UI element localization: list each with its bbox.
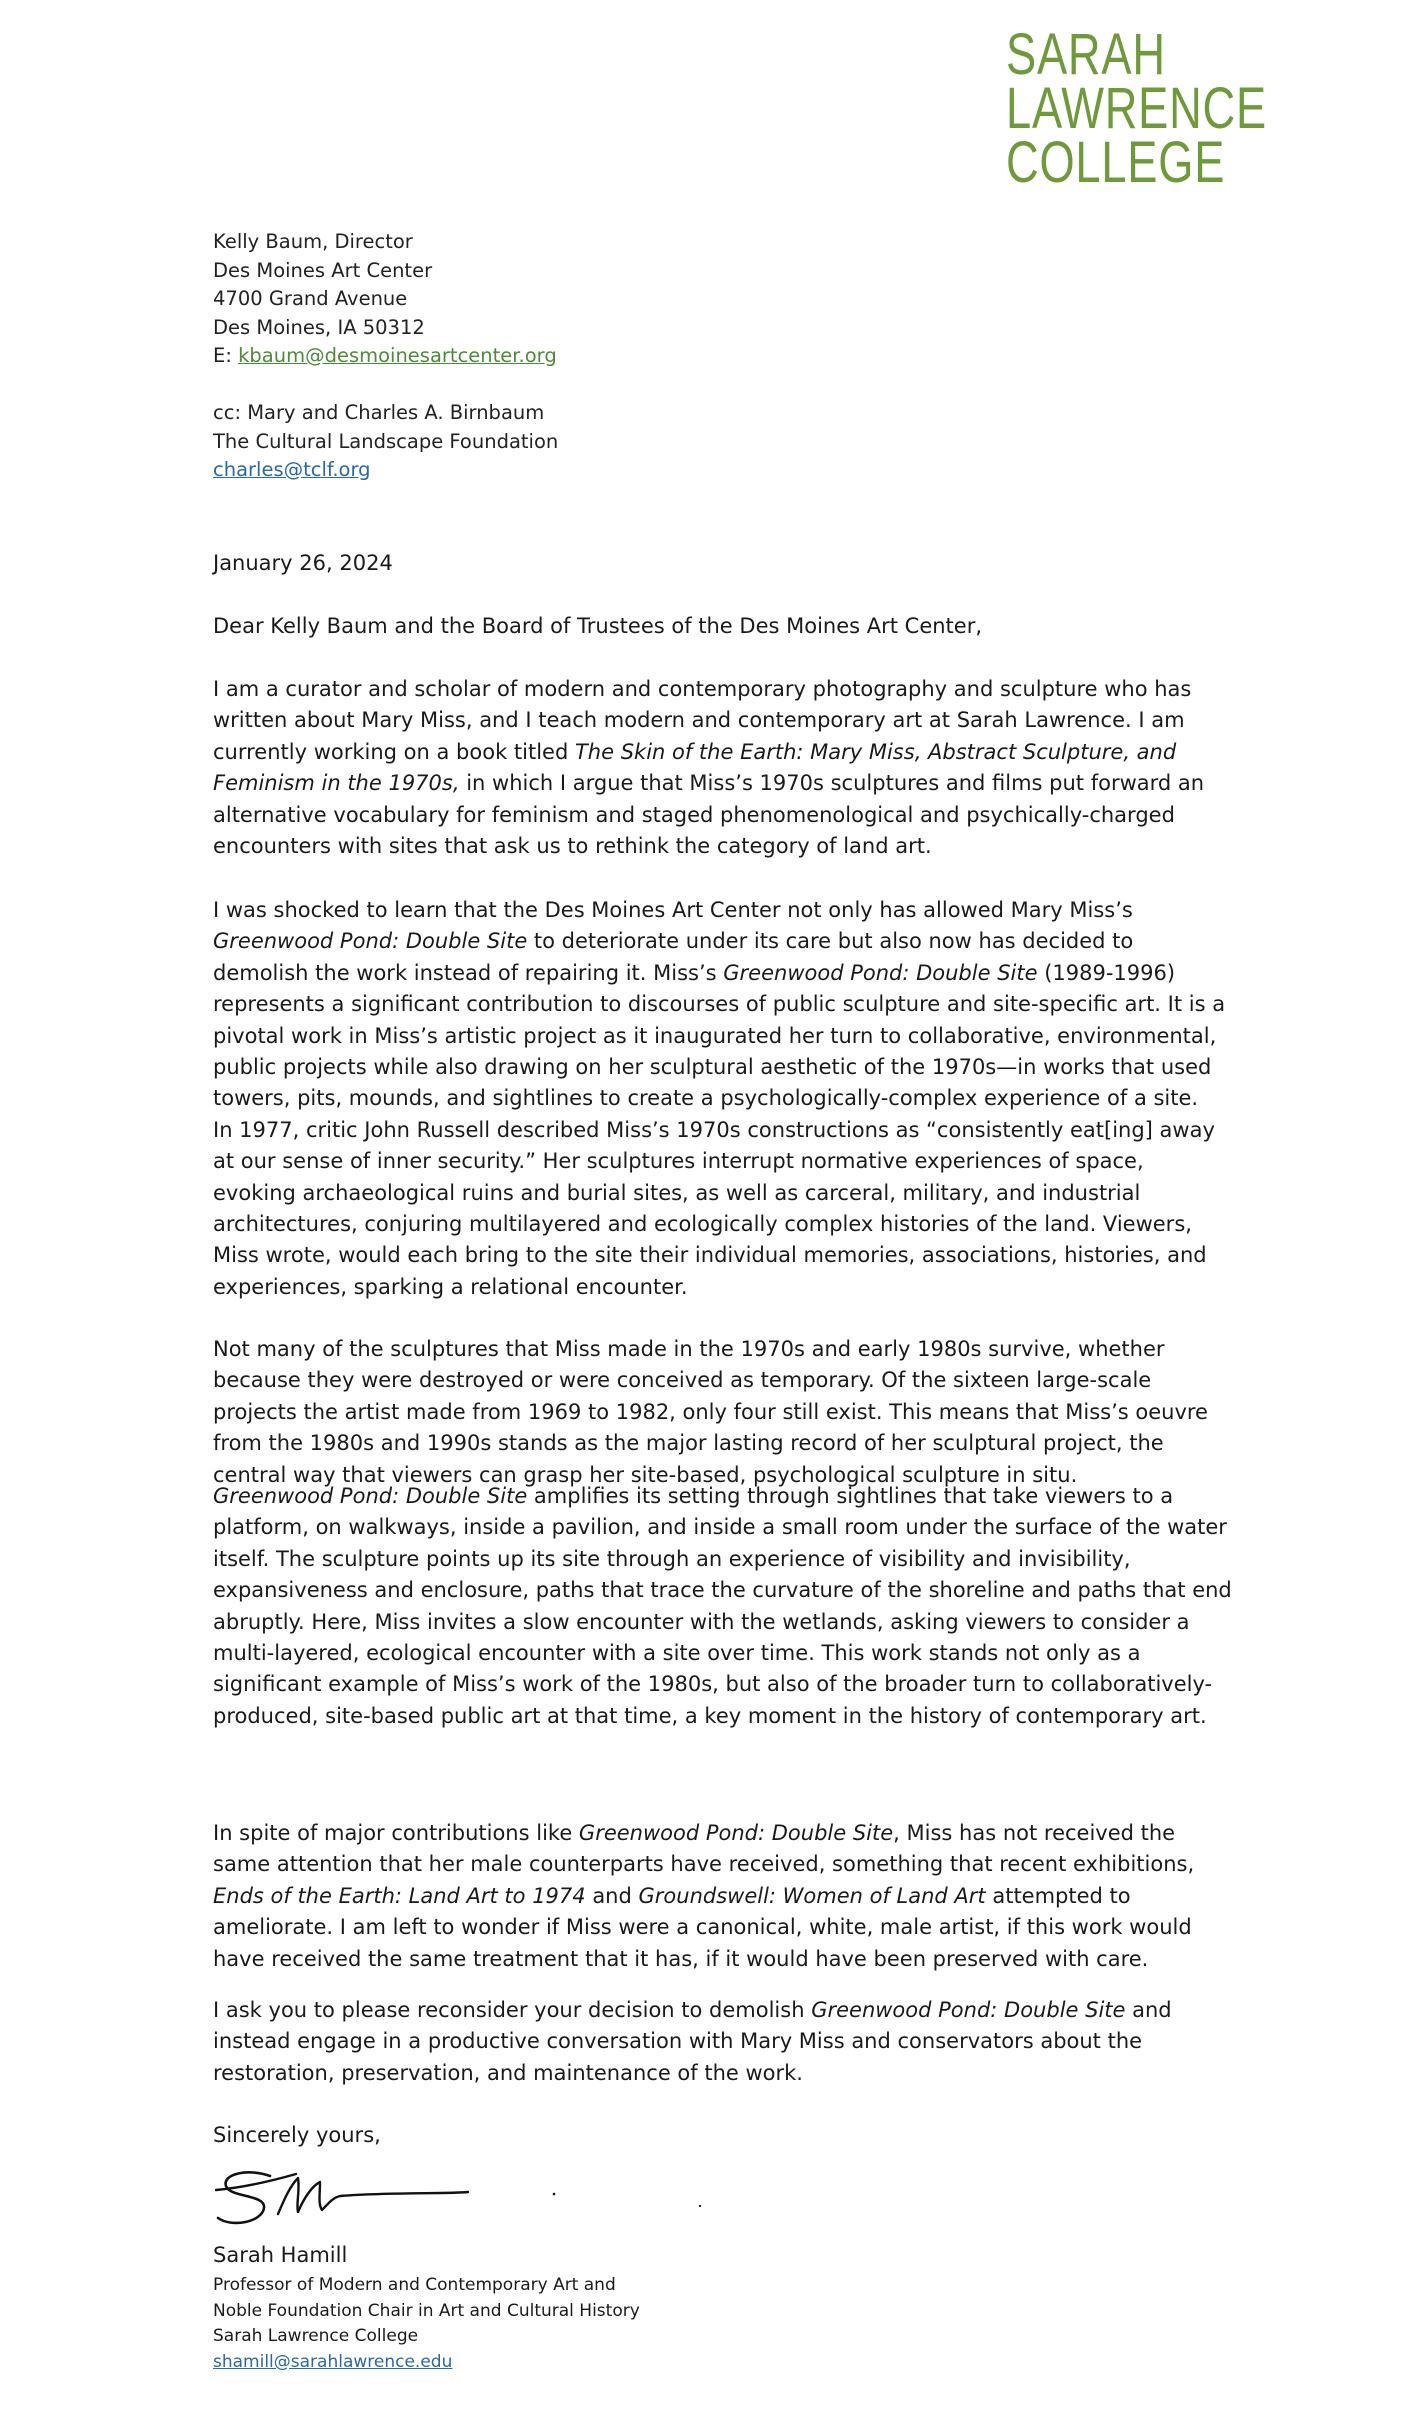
- italic-title: Ends of the Earth: Land Art to 1974: [213, 1883, 586, 1908]
- paragraph-line: central way that viewers can grasp her site-based, psychological sculpture in situ.: [213, 1462, 1078, 1487]
- cc-email-line: [213, 456, 558, 485]
- recipient-name: Kelly Baum, Director: [213, 230, 413, 253]
- paragraph-line: I ask you to please reconsider your decision to demolish Greenwood Pond: Double Site and: [213, 1998, 1172, 2022]
- paragraph-line: towers, pits, mounds, and sightlines to create a psychologically-complex experience of a site.: [213, 1086, 1199, 1111]
- paragraph-line: Greenwood Pond: Double Site amplifies its setting through sightlines that take viewers to a: [213, 1484, 1174, 1508]
- paragraph-line: represents a significant contribution to discourses of public sculpture and site-specific art. It is a: [213, 992, 1226, 1017]
- recipient-org: Des Moines Art Center: [213, 258, 433, 282]
- salutation: Dear Kelly Baum and the Board of Trustees of the Des Moines Art Center,: [213, 614, 983, 638]
- body-paragraph: [213, 1995, 1203, 2089]
- paragraph-line: currently working on a book titled The Skin of the Earth: Mary Miss, Abstract Sculpture, and: [213, 739, 1177, 764]
- paragraph-line: expansiveness and enclosure, paths that trace the curvature of the shoreline and paths that end: [213, 1578, 1232, 1603]
- paragraph-line: I was shocked to learn that the Des Moines Art Center not only has allowed Mary Miss’s: [213, 898, 1133, 922]
- paragraph-line: alternative vocabulary for feminism and staged phenomenological and psychically-charged: [213, 802, 1175, 827]
- paragraph-line: In 1977, critic John Russell described Miss’s 1970s constructions as “consistently eat[ing] away: [213, 1117, 1215, 1142]
- paragraph-line: Not many of the sculptures that Miss made in the 1970s and early 1980s survive, whether: [213, 1337, 1165, 1361]
- paragraph-line: same attention that her male counterparts have received, something that recent exhibitions,: [213, 1852, 1195, 1877]
- cc-names: cc: Mary and Charles A. Birnbaum: [213, 401, 545, 424]
- recipient-email-link[interactable]: kbaum@desmoinesartcenter.org: [238, 344, 557, 367]
- paragraph-line: ameliorate. I am left to wonder if Miss were a canonical, white, male artist, if this work would: [213, 1915, 1192, 1940]
- signatory-email-line: [213, 2350, 640, 2376]
- logo-line-1: SARAH: [1006, 22, 1166, 87]
- paragraph-line: Miss wrote, would each bring to the site their individual memories, associations, histories, and: [213, 1243, 1207, 1268]
- paragraph-line: Feminism in the 1970s, in which I argue that Miss’s 1970s sculptures and films put forward an: [213, 771, 1205, 796]
- paragraph-line: Ends of the Earth: Land Art to 1974 and Groundswell: Women of Land Art attempted to: [213, 1883, 1131, 1908]
- cc-email-link[interactable]: charles@tclf.org: [213, 458, 371, 481]
- paragraph-line: significant example of Miss’s work of the 1980s, but also of the broader turn to collaboratively-: [213, 1672, 1213, 1697]
- italic-title: Greenwood Pond: Double Site: [213, 1484, 528, 1508]
- body-paragraph: [213, 1481, 1232, 1732]
- paragraph-line: public projects while also drawing on her sculptural aesthetic of the 1970s—in works that used: [213, 1055, 1212, 1080]
- italic-title: Greenwood Pond: Double Site: [213, 929, 528, 954]
- paragraph-line: demolish the work instead of repairing it. Miss’s Greenwood Pond: Double Site (1989-1996): [213, 960, 1176, 985]
- recipient-street: 4700 Grand Avenue: [213, 287, 408, 310]
- paragraph-line: encounters with sites that ask us to rethink the category of land art.: [213, 834, 932, 859]
- paragraph-line: pivotal work in Miss’s artistic project as it inaugurated her turn to collaborative, environmental,: [213, 1023, 1217, 1048]
- signatory-details: [213, 2273, 640, 2375]
- cc-org: The Cultural Landscape Foundation: [213, 429, 559, 453]
- paragraph-line: I am a curator and scholar of modern and contemporary photography and sculpture who has: [213, 677, 1192, 701]
- paragraph-line: projects the artist made from 1969 to 1982, only four still exist. This means that Miss’s oeuvre: [213, 1399, 1208, 1424]
- body-paragraph: [213, 1818, 1203, 1975]
- paragraph-line: produced, site-based public art at that time, a key moment in the history of contemporary art.: [213, 1703, 1207, 1728]
- paragraph-line: evoking archaeological ruins and burial sites, as well as carceral, military, and industrial: [213, 1180, 1141, 1205]
- paragraph-line: at our sense of inner security.” Her sculptures interrupt normative experiences of space,: [213, 1149, 1144, 1174]
- paragraph-line: Greenwood Pond: Double Site to deteriorate under its care but also now has decided to: [213, 929, 1134, 954]
- signatory-title-1: Professor of Modern and Contemporary Art and: [213, 2275, 616, 2295]
- body-paragraph: [213, 674, 1203, 862]
- paragraph-line: instead engage in a productive conversation with Mary Miss and conservators about the: [213, 2029, 1143, 2054]
- italic-title: Feminism in the 1970s,: [213, 771, 460, 796]
- paragraph-line: experiences, sparking a relational encounter.: [213, 1274, 688, 1299]
- italic-title: Greenwood Pond: Double Site: [578, 1821, 894, 1845]
- logo-line-3: COLLEGE: [1006, 130, 1226, 195]
- paragraph-line: In spite of major contributions like Greenwood Pond: Double Site, Miss has not received the: [213, 1821, 1176, 1845]
- paragraph-line: have received the same treatment that it has, if it would have been preserved with care.: [213, 1946, 1149, 1971]
- logo-line-2: LAWRENCE: [1006, 76, 1267, 141]
- paragraph-line: architectures, conjuring multilayered and ecologically complex histories of the land. Viewers,: [213, 1212, 1192, 1237]
- recipient-city: Des Moines, IA 50312: [213, 315, 425, 339]
- email-prefix: E:: [213, 344, 239, 367]
- signatory-title-2: Noble Foundation Chair in Art and Cultural History: [213, 2300, 640, 2321]
- signatory-institution: Sarah Lawrence College: [213, 2326, 419, 2347]
- paragraph-line: because they were destroyed or were conceived as temporary. Of the sixteen large-scale: [213, 1368, 1152, 1393]
- paragraph-line: abruptly. Here, Miss invites a slow encounter with the wetlands, asking viewers to consider a: [213, 1609, 1190, 1634]
- letter-date: January 26, 2024: [213, 551, 393, 575]
- paragraph-line: multi-layered, ecological encounter with a site over time. This work stands not only as a: [213, 1641, 1141, 1666]
- handwritten-signature: [208, 2164, 728, 2234]
- paragraph-line: written about Mary Miss, and I teach modern and contemporary art at Sarah Lawrence. I am: [213, 708, 1185, 733]
- italic-title: Greenwood Pond: Double Site: [811, 1998, 1126, 2022]
- recipient-address-block: [213, 228, 557, 371]
- signatory-email-link[interactable]: shamill@sarahlawrence.edu: [213, 2351, 453, 2372]
- cc-block: [213, 399, 558, 485]
- paragraph-line: restoration, preservation, and maintenance of the work.: [213, 2060, 803, 2085]
- paragraph-line: itself. The sculpture points up its site through an experience of visibility and invisibility,: [213, 1546, 1131, 1571]
- paragraph-line: from the 1980s and 1990s stands as the major lasting record of her sculptural project, the: [213, 1431, 1164, 1456]
- signatory-name: Sarah Hamill: [213, 2243, 348, 2267]
- body-paragraph: [213, 895, 1226, 1303]
- italic-title: The Skin of the Earth: Mary Miss, Abstract Sculpture, and: [574, 739, 1177, 764]
- body-paragraph: [213, 1334, 1208, 1491]
- paragraph-line: platform, on walkways, inside a pavilion, and inside a small room under the surface of the water: [213, 1515, 1227, 1540]
- sarah-lawrence-college-logo: [1006, 22, 1267, 195]
- italic-title: Groundswell: Women of Land Art: [638, 1883, 986, 1908]
- italic-title: Greenwood Pond: Double Site: [723, 960, 1038, 985]
- closing: Sincerely yours,: [213, 2123, 381, 2147]
- recipient-email-line: [213, 342, 557, 371]
